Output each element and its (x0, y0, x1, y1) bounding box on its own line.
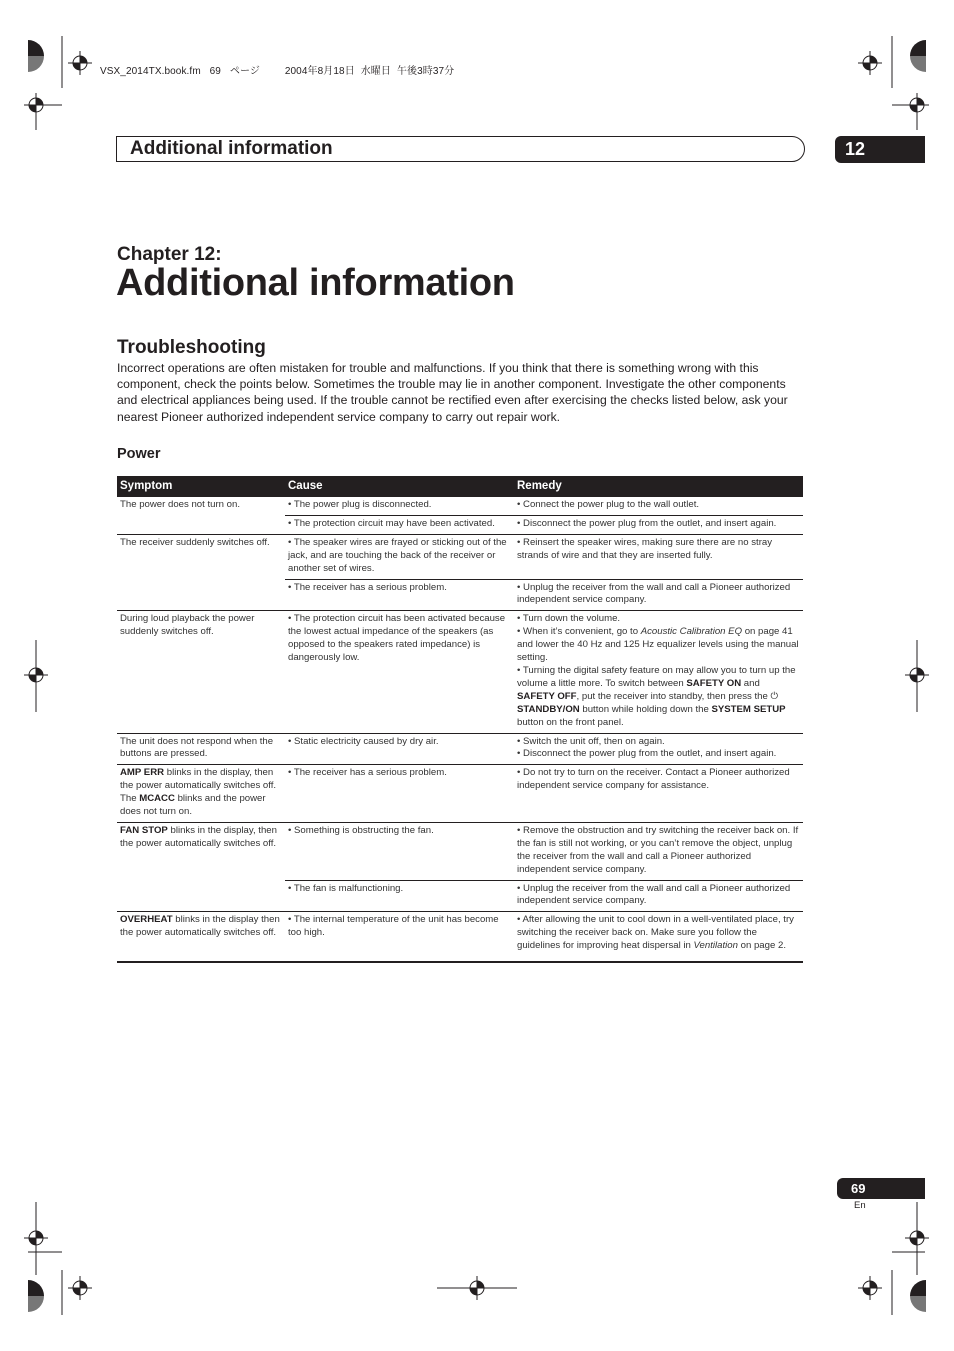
symptom-cell: The power does not turn on. (120, 499, 240, 510)
remedy-cell (514, 733, 803, 765)
remedy-emphasis: Ventilation (693, 940, 738, 952)
header-cause: Cause (285, 476, 514, 497)
keyword-overheat: OVERHEAT (120, 914, 173, 926)
symptom-cell (117, 765, 285, 823)
cause-cell: • The speaker wires are frayed or sticking out of the jack, and are touching the back of the receiver or another set of wires. (285, 534, 514, 579)
running-header-title: Additional information (130, 138, 333, 159)
symptom-cell: The receiver suddenly switches off. (117, 534, 285, 611)
table-row (117, 733, 803, 765)
remedy-text: button on the front panel. (517, 716, 624, 728)
symptom-cell: The unit does not respond when the buttons are pressed. (117, 733, 285, 765)
remedy-cell: • Unplug the receiver from the wall and call a Pioneer authorized independent service company. (514, 579, 803, 611)
keyword-safety-on: SAFETY ON (686, 677, 742, 689)
keyword-amp-err: AMP ERR (120, 767, 165, 779)
cause-cell: • The protection circuit has been activated because the lowest actual impedance of the speakers (as opposed to the speakers rated impedance) is dangerously low. (285, 611, 514, 733)
table-row (117, 497, 803, 515)
cause-cell: • Static electricity caused by dry air. (285, 733, 514, 765)
symptom-text: blinks in the display then the power automatically switches off. (120, 914, 280, 939)
table-row (117, 611, 803, 733)
remedy-text: • Turning the digital safety feature on may allow you to turn up the volume a little more. To switch between (517, 664, 796, 689)
print-metadata (100, 62, 460, 77)
table-row (117, 534, 803, 579)
symptom-text: blinks in the display, then the power automatically switches off. The (120, 767, 277, 805)
header-remedy: Remedy (514, 476, 803, 497)
symptom-cell: During loud playback the power suddenly switches off. (117, 611, 285, 733)
chapter-label: Chapter 12: (117, 244, 222, 265)
remedy-text: and (741, 677, 760, 689)
remedy-cell: • Do not try to turn on the receiver. Contact a Pioneer authorized independent service company for assistance. (514, 765, 803, 823)
remedy-text: button while holding down the (579, 703, 712, 715)
remedy-emphasis: Acoustic Calibration EQ (640, 626, 743, 638)
meta-page-jp: ページ (229, 66, 260, 77)
keyword-mcacc: MCACC (139, 793, 175, 805)
remedy-text: • When it’s convenient, go to (517, 626, 641, 638)
symptom-cell (117, 912, 285, 962)
cause-cell: • Something is obstructing the fan. (285, 822, 514, 880)
cause-cell: • The power plug is disconnected. (288, 499, 432, 510)
remedy-cell: • Reinsert the speaker wires, making sure there are no stray strands of wire and that they are inserted fully. (514, 534, 803, 579)
header-symptom: Symptom (117, 476, 285, 497)
cause-cell: • The receiver has a serious problem. (285, 765, 514, 823)
chapter-number: 12 (845, 139, 866, 159)
remedy-cell: • Connect the power plug to the wall outlet. (517, 499, 700, 510)
meta-file: VSX_2014TX.book.fm (100, 66, 201, 77)
page-number-tab (837, 1178, 925, 1199)
remedy-cell: • Remove the obstruction and try switching the receiver back on. If the fan is still not working, or you can’t remove the object, unplug the receiver from the wall and call a Pioneer authorized independent service company. (514, 822, 803, 880)
remedy-text: , put the receiver into standby, then press the (576, 690, 771, 702)
intro-paragraph: Incorrect operations are often mistaken for trouble and malfunctions. If you think that there is something wrong with this component, check the points below. Sometimes the trouble may lie in another component. Investigate the other components and electrical appliances being used. If the trouble cannot be rectified even after exercising the checks listed below, ask your nearest Pioneer authorized independent service company to carry out repair work. (117, 361, 788, 424)
symptom-cell (117, 822, 285, 911)
page-title: Additional information (116, 262, 515, 304)
meta-weekday: 水曜日 (360, 66, 391, 77)
subsection-title: Power (117, 446, 161, 462)
remedy-line: • Switch the unit off, then on again. (517, 735, 665, 747)
remedy-line (517, 665, 800, 730)
power-icon: ⏻ (770, 690, 779, 702)
remedy-text: • After allowing the unit to cool down in a well-ventilated place, try switching the receiver back on. Make sure you follow the guidelines for improving heat dispersal in (517, 914, 794, 952)
cause-cell: • The internal temperature of the unit has become too high. (285, 912, 514, 962)
keyword-system-setup: SYSTEM SETUP (711, 703, 786, 715)
cause-cell: • The fan is malfunctioning. (285, 880, 514, 912)
meta-date: 2004年8月18日 (284, 66, 355, 77)
table-header-row (117, 476, 803, 497)
table-row (117, 765, 803, 823)
section-title: Troubleshooting (117, 337, 266, 358)
keyword-safety-off: SAFETY OFF (517, 690, 577, 702)
symptom-text: blinks in the display, then the power automatically switches off. (120, 824, 277, 849)
remedy-cell (514, 611, 803, 733)
language-code: En (854, 1200, 866, 1211)
troubleshooting-table (117, 476, 803, 963)
cause-cell: • The protection circuit may have been activated. (285, 515, 514, 534)
keyword-fan-stop: FAN STOP (120, 824, 168, 836)
meta-page: 69 (209, 66, 221, 77)
remedy-cell: • Unplug the receiver from the wall and call a Pioneer authorized independent service company. (514, 880, 803, 912)
table-row (117, 912, 803, 962)
remedy-text: on page 41 and lower the 40 Hz and 125 Hz equalizer levels using the manual setting. (517, 626, 799, 664)
remedy-text: on page 2. (737, 940, 786, 952)
symptom-text: blinks and the power does not turn on. (120, 793, 266, 818)
remedy-cell (514, 912, 803, 962)
remedy-line: • Turn down the volume. (517, 613, 621, 625)
table-row (117, 822, 803, 880)
page-number: 69 (851, 1181, 866, 1196)
remedy-line (517, 626, 800, 665)
remedy-line: • Disconnect the power plug from the outlet, and insert again. (517, 748, 777, 760)
meta-time: 午後3時37分 (396, 66, 455, 77)
keyword-standby-on: STANDBY/ON (517, 703, 580, 715)
chapter-number-tab (835, 136, 925, 163)
cause-cell: • The receiver has a serious problem. (285, 579, 514, 611)
remedy-cell: • Disconnect the power plug from the outlet, and insert again. (514, 515, 803, 534)
